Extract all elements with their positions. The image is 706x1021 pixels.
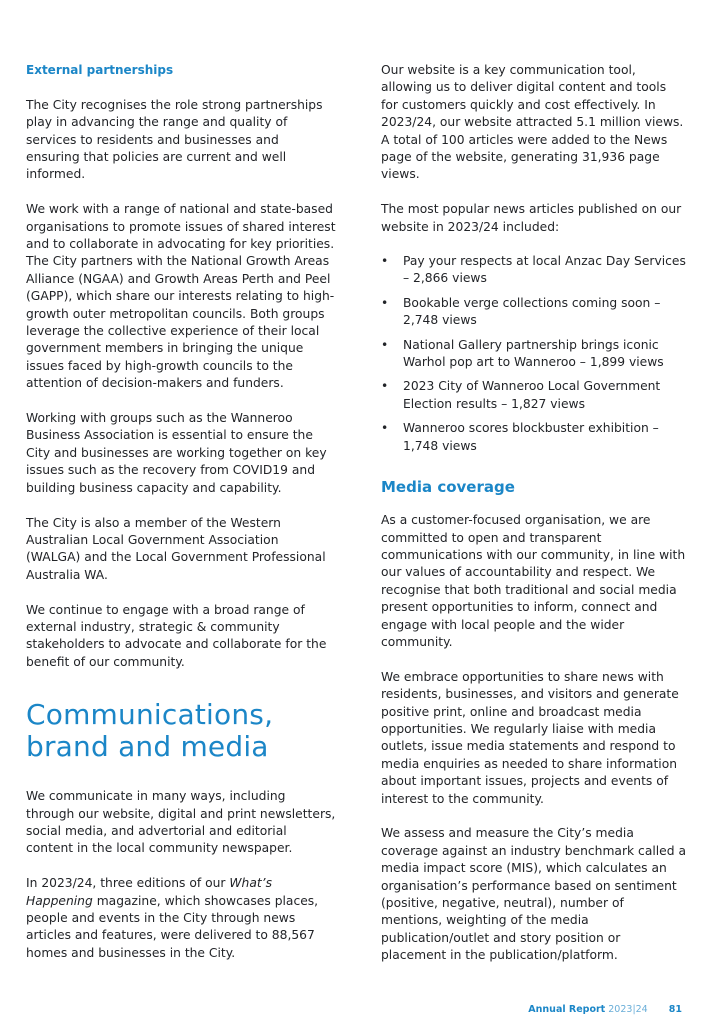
paragraph: The City is also a member of the Western Australian Local Government Association (WALGA) and the Local Government Professional Australia WA. bbox=[26, 515, 326, 582]
list-item bbox=[381, 253, 686, 288]
communications-heading: Communications, brand and media bbox=[26, 698, 274, 764]
paragraph: We communicate in many ways, including through our website, digital and print newsletters, social media, and advertorial and editorial content in the local community newspaper. bbox=[26, 789, 336, 856]
report-year: 2023|24 bbox=[608, 1004, 648, 1015]
bullet-icon: • bbox=[381, 295, 389, 310]
bullet-icon: • bbox=[381, 421, 389, 436]
list-item bbox=[381, 420, 686, 455]
media-coverage-heading: Media coverage bbox=[381, 478, 515, 497]
bullet-icon: • bbox=[381, 337, 389, 352]
paragraph: The City recognises the role strong partnerships play in advancing the range and quality of services to residents and businesses and ensuring that policies are current and well informed. bbox=[26, 97, 323, 182]
paragraph: As a customer-focused organisation, we are committed to open and transparent communications with our community, in line with our values of accountability and respect. We recognise that both traditional and social media present opportunities to inform, connect and engage with local people and the wider community. bbox=[381, 513, 686, 649]
page-number: 81 bbox=[668, 1004, 682, 1015]
paragraph: Working with groups such as the Wanneroo Business Association is essential to ensure the City and businesses are working together on key issues such as the recovery from COVID19 and building business capacity and capability. bbox=[26, 411, 327, 495]
paragraph: Our website is a key communication tool, allowing us to deliver digital content and tools for customers quickly and cost effectively. In 2023/24, our website attracted 5.1 million views. A total of 100 articles were added to the News page of the website, generating 31,936 page views. bbox=[381, 63, 684, 182]
list-item-text: Wanneroo scores blockbuster exhibition – 1,748 views bbox=[403, 421, 659, 453]
right-column bbox=[381, 62, 686, 965]
list-item-text: 2023 City of Wanneroo Local Government Election results – 1,827 views bbox=[403, 379, 661, 411]
magazine-title: What’s Happening bbox=[26, 876, 272, 908]
list-item bbox=[381, 295, 686, 330]
paragraph: We continue to engage with a broad range of external industry, strategic & community stakeholders to advocate and collaborate for the benefit of our community. bbox=[26, 602, 327, 669]
paragraph: The most popular news articles published on our website in 2023/24 included: bbox=[381, 202, 682, 234]
report-name: Annual Report bbox=[528, 1004, 606, 1015]
left-column bbox=[26, 62, 336, 962]
text-span: In 2023/24, three editions of our bbox=[26, 876, 230, 891]
paragraph: We assess and measure the City’s media coverage against an industry benchmark called a media impact score (MIS), which calculates an organisation’s performance based on sentiment (positive, negative, neutral), number of mentions, weighting of the media publication/outlet and story position or placement in the publication/platform. bbox=[381, 826, 687, 963]
popular-articles-list bbox=[381, 253, 686, 455]
list-item bbox=[381, 337, 686, 372]
bullet-icon: • bbox=[381, 379, 389, 394]
paragraph: We work with a range of national and state-based organisations to promote issues of shared interest and to collaborate in advocating for key priorities. The City partners with the National Growth Areas Alliance (NGAA) and Growth Areas Perth and Peel (GAPP), which share our interests relating to high-growth outer metropolitan councils. Both groups leverage the collective experience of their local government members in bringing the unique issues faced by high-growth councils to the attention of decision-makers and funders. bbox=[26, 202, 336, 391]
paragraph bbox=[26, 875, 336, 962]
paragraph: We embrace opportunities to share news with residents, businesses, and visitors and generate positive print, online and broadcast media opportunities. We regularly liaise with media outlets, issue media statements and respond to media enquiries as needed to share information about important issues, projects and events of interest to the community. bbox=[381, 669, 679, 806]
list-item-text: Pay your respects at local Anzac Day Services – 2,866 views bbox=[403, 254, 686, 286]
external-partnerships-heading: External partnerships bbox=[26, 63, 174, 77]
page-footer bbox=[528, 1004, 682, 1015]
list-item-text: National Gallery partnership brings iconic Warhol pop art to Wanneroo – 1,899 views bbox=[403, 337, 664, 370]
list-item-text: Bookable verge collections coming soon – 2,748 views bbox=[403, 295, 661, 328]
bullet-icon: • bbox=[381, 254, 389, 269]
list-item bbox=[381, 378, 686, 413]
text-span: magazine, which showcases places, people and events in the City through news articles and features, were delivered to 88,567 homes and businesses in the City. bbox=[26, 893, 319, 960]
